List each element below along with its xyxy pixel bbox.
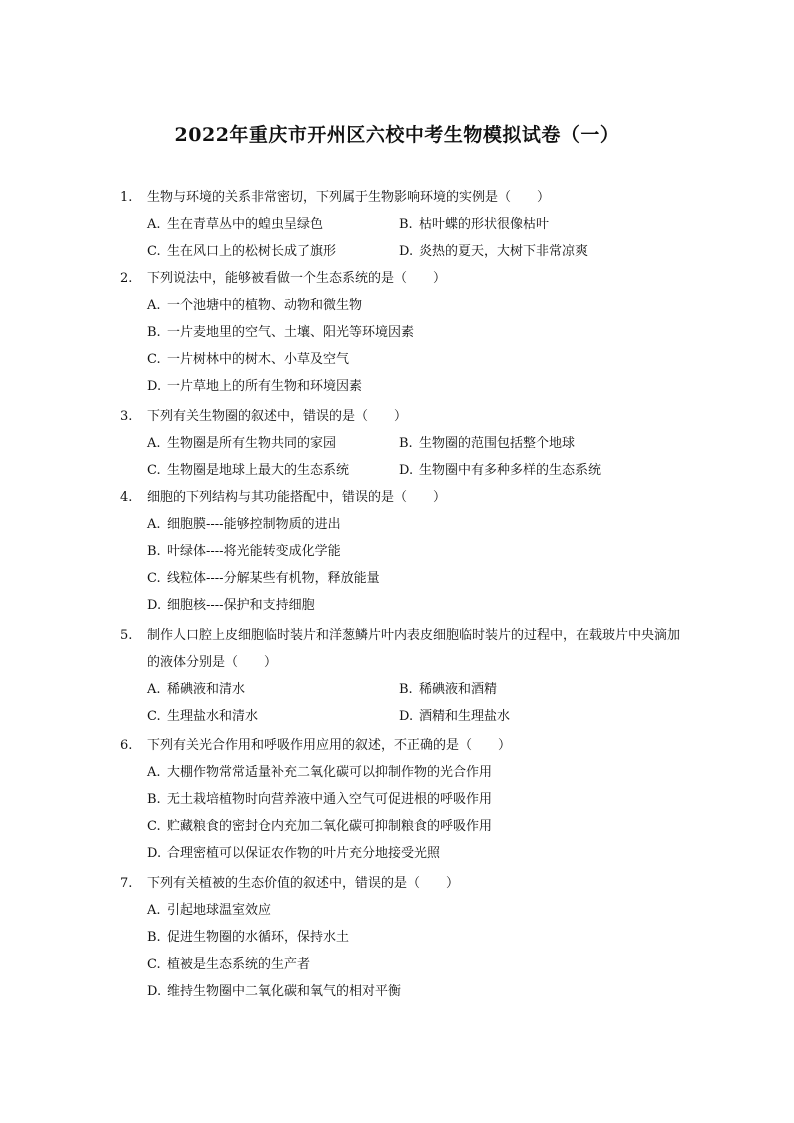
option-d: D. 酒精和生理盐水 [399,709,511,724]
question-6 [120,732,680,867]
question-stem: 下列说法中，能够被看做一个生态系统的是（ ） [147,271,447,286]
option-a: A. 稀碘液和清水 [147,682,246,697]
question-7 [120,870,680,1005]
question-3 [120,403,680,484]
question-stem: 生物与环境的关系非常密切，下列属于生物影响环境的实例是（ ） [147,190,551,205]
question-number: 7. [120,876,133,891]
option-b: B. 稀碘液和酒精 [399,682,498,697]
option-c: C. 生在风口上的松树长成了旗形 [147,244,337,259]
option-a: A. 一个池塘中的植物、动物和微生物 [147,298,363,313]
option-b: B. 枯叶蝶的形状很像枯叶 [399,217,550,232]
option-a: A. 生物圈是所有生物共同的家园 [147,436,337,451]
option-c: C. 生物圈是地球上最大的生态系统 [147,463,350,478]
question-number: 5. [120,628,133,643]
option-d: D. 维持生物圈中二氧化碳和氧气的相对平衡 [147,984,402,999]
option-a: A. 生在青草丛中的蝗虫呈绿色 [147,217,324,232]
question-stem: 下列有关植被的生态价值的叙述中，错误的是（ ） [147,876,460,891]
question-number: 3. [120,409,133,424]
page-title: 2022年重庆市开州区六校中考生物模拟试卷（一） [174,124,620,146]
question-number: 6. [120,738,133,753]
option-c: C. 植被是生态系统的生产者 [147,957,311,972]
question-1 [120,184,680,265]
question-number: 2. [120,271,133,286]
question-stem: 细胞的下列结构与其功能搭配中，错误的是（ ） [147,490,447,505]
question-stem: 制作人口腔上皮细胞临时装片和洋葱鳞片叶内表皮细胞临时装片的过程中，在载玻片中央滴加的液体分别是（ ） [147,628,681,670]
option-c: C. 一片树林中的树木、小草及空气 [147,352,350,367]
question-5 [120,622,680,730]
option-a: A. 细胞膜----能够控制物质的进出 [147,517,341,532]
question-stem: 下列有关生物圈的叙述中，错误的是（ ） [147,409,408,424]
option-b: B. 促进生物圈的水循环，保持水土 [147,930,350,945]
option-c: C. 线粒体----分解某些有机物，释放能量 [147,571,380,586]
option-b: B. 生物圈的范围包括整个地球 [399,436,576,451]
question-stem: 下列有关光合作用和呼吸作用应用的叙述，不正确的是（ ） [147,738,512,753]
option-c: C. 贮藏粮食的密封仓内充加二氧化碳可抑制粮食的呼吸作用 [147,819,493,834]
question-2 [120,265,680,400]
question-4 [120,484,680,619]
option-b: B. 一片麦地里的空气、土壤、阳光等环境因素 [147,325,415,340]
option-b: B. 无土栽培植物时向营养液中通入空气可促进根的呼吸作用 [147,792,493,807]
question-number: 1. [120,190,133,205]
option-d: D. 细胞核----保护和支持细胞 [147,598,315,613]
option-a: A. 大棚作物常常适量补充二氧化碳可以抑制作物的光合作用 [147,765,493,780]
option-a: A. 引起地球温室效应 [147,903,272,918]
question-number: 4. [120,490,133,505]
option-c: C. 生理盐水和清水 [147,709,259,724]
option-d: D. 合理密植可以保证农作物的叶片充分地接受光照 [147,846,441,861]
option-d: D. 炎热的夏天，大树下非常凉爽 [399,244,589,259]
option-d: D. 生物圈中有多种多样的生态系统 [399,463,602,478]
option-b: B. 叶绿体----将光能转变成化学能 [147,544,341,559]
option-d: D. 一片草地上的所有生物和环境因素 [147,379,363,394]
